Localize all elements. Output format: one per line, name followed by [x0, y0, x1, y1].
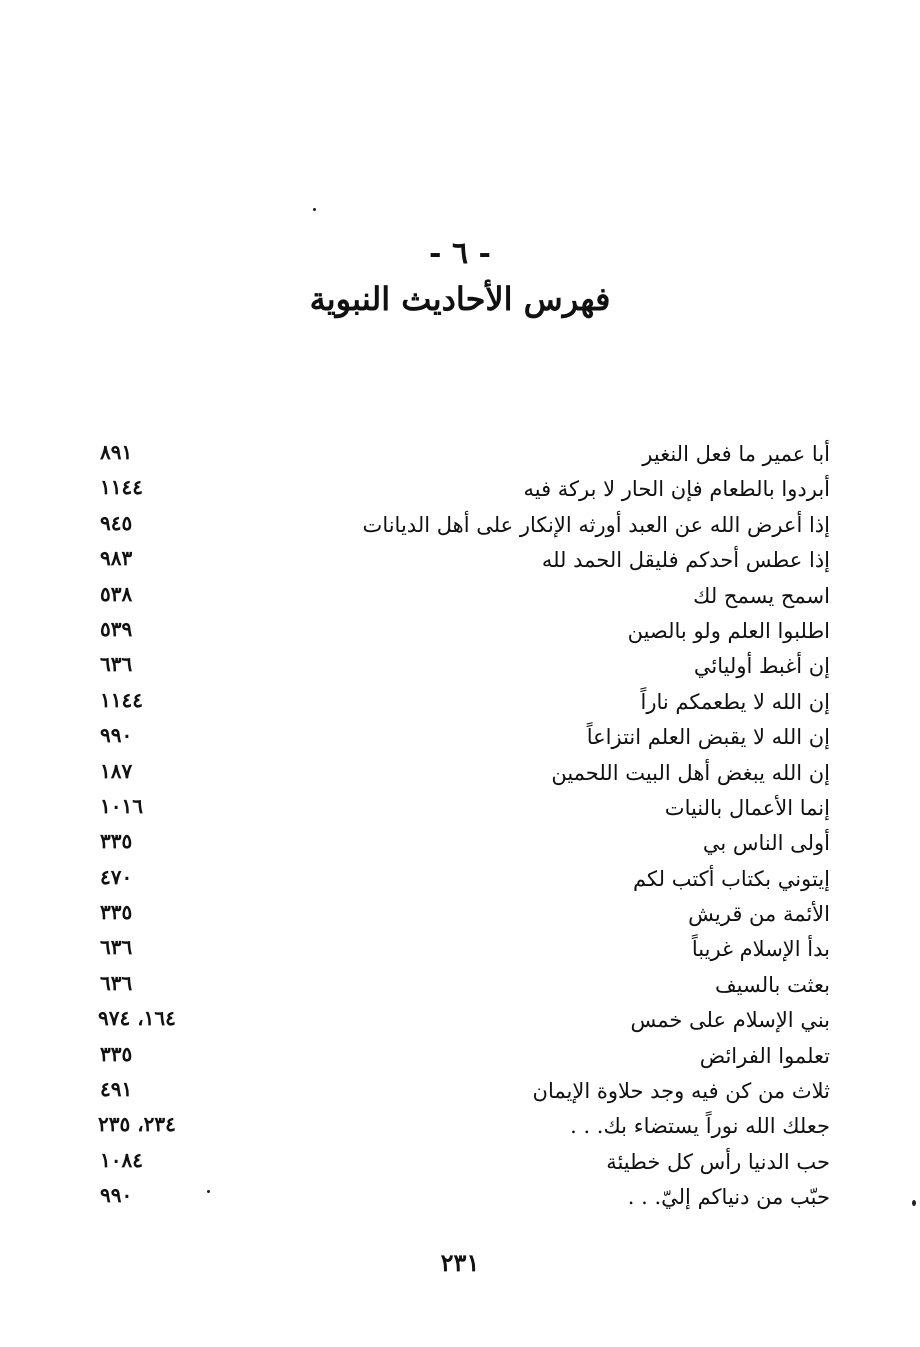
entry-page-ref: ٩٩٠	[100, 1183, 133, 1208]
index-entry	[60, 827, 830, 862]
entry-text: حبّب من دنياكم إليّ. . .	[627, 1185, 830, 1210]
index-entry	[60, 757, 830, 792]
entry-page-ref: ٦٣٦	[100, 652, 133, 677]
entry-text: إيتوني بكتاب أكتب لكم	[633, 866, 830, 891]
index-entry	[60, 1040, 830, 1075]
page-title: فهرس الأحاديث النبوية	[309, 280, 611, 318]
entry-text: أبردوا بالطعام فإن الحار لا بركة فيه	[523, 477, 830, 502]
index-entry	[60, 650, 830, 685]
entry-text: إن الله يبغض أهل البيت اللحمين	[551, 760, 830, 785]
entry-page-ref: ٤٧٠	[100, 864, 133, 889]
entry-page-ref: ٩٤٥	[100, 510, 133, 535]
scan-speck	[207, 1190, 210, 1193]
entry-text: إذا أعرض الله عن العبد أورثه الإنكار على أهل الديانات	[362, 512, 830, 537]
index-entry	[60, 1146, 830, 1181]
entry-text: أولى الناس بي	[702, 831, 830, 856]
entry-page-ref: ٤٩١	[100, 1077, 133, 1102]
index-entry	[60, 615, 830, 650]
entry-text: ثلاث من كن فيه وجد حلاوة الإيمان	[532, 1079, 830, 1104]
entry-page-ref: ٣٣٥	[100, 829, 133, 854]
index-entry	[60, 438, 830, 473]
entry-page-ref: ١١٤٤	[100, 687, 143, 712]
index-entry	[60, 969, 830, 1004]
entry-text: الأئمة من قريش	[688, 902, 830, 927]
index-entry	[60, 1075, 830, 1110]
entry-text: تعلموا الفرائض	[699, 1043, 830, 1068]
entry-text: اطلبوا العلم ولو بالصين	[627, 618, 830, 643]
index-entry	[60, 686, 830, 721]
entry-text: إن أغبط أوليائي	[693, 654, 830, 679]
scan-speck	[912, 1200, 916, 1206]
entry-text: بعثت بالسيف	[714, 972, 830, 997]
entry-text: بني الإسلام على خمس	[630, 1008, 830, 1033]
entry-text: أبا عمير ما فعل النغير	[642, 442, 830, 466]
index-entry	[60, 721, 830, 756]
entry-text: بدأ الإسلام غريباً	[691, 937, 830, 962]
index-entry	[60, 933, 830, 968]
entry-page-ref: ٦٣٦	[100, 935, 133, 960]
entry-text: حب الدنيا رأس كل خطيئة	[606, 1149, 830, 1174]
entry-text: جعلك الله نوراً يستضاء بك. . .	[570, 1114, 830, 1139]
entry-page-ref: ٥٣٨	[100, 581, 133, 606]
entry-page-ref: ١٦٤، ٩٧٤	[98, 1006, 176, 1031]
entry-page-ref: ٦٣٦	[100, 970, 133, 995]
index-entry	[60, 792, 830, 827]
index-entry	[60, 898, 830, 933]
index-entry	[60, 544, 830, 579]
entry-page-ref: ٣٣٥	[100, 1041, 133, 1066]
index-entry	[60, 509, 830, 544]
entry-text: إن الله لا يطعمكم ناراً	[640, 689, 830, 714]
entry-page-ref: ١٨٧	[100, 758, 133, 783]
entry-text: إذا عطس أحدكم فليقل الحمد لله	[541, 548, 830, 573]
scan-speck	[313, 208, 316, 211]
index-entry	[60, 1181, 830, 1216]
index-entry	[60, 1004, 830, 1039]
entry-page-ref: ٨٩١	[100, 440, 133, 464]
index-entry	[60, 1110, 830, 1145]
section-number: - ٦ -	[429, 236, 491, 271]
entry-page-ref: ١٠٨٤	[100, 1147, 143, 1172]
entry-page-ref: ٣٣٥	[100, 900, 133, 925]
entry-page-ref: ٩٩٠	[100, 723, 133, 748]
page-number: ٢٣١	[440, 1248, 480, 1277]
index-entry	[60, 580, 830, 615]
entry-text: اسمح يسمح لك	[693, 583, 830, 608]
entry-page-ref: ٥٣٩	[100, 616, 133, 641]
entry-text: إنما الأعمال بالنيات	[664, 795, 830, 820]
entry-text: إن الله لا يقبض العلم انتزاعاً	[586, 725, 830, 750]
index-entry	[60, 863, 830, 898]
entry-page-ref: ٢٣٤، ٢٣٥	[98, 1112, 176, 1137]
hadith-index-list	[60, 438, 830, 1217]
index-entry	[60, 473, 830, 508]
entry-page-ref: ١١٤٤	[100, 475, 143, 500]
entry-page-ref: ٩٨٣	[100, 546, 133, 571]
entry-page-ref: ١٠١٦	[100, 793, 143, 818]
